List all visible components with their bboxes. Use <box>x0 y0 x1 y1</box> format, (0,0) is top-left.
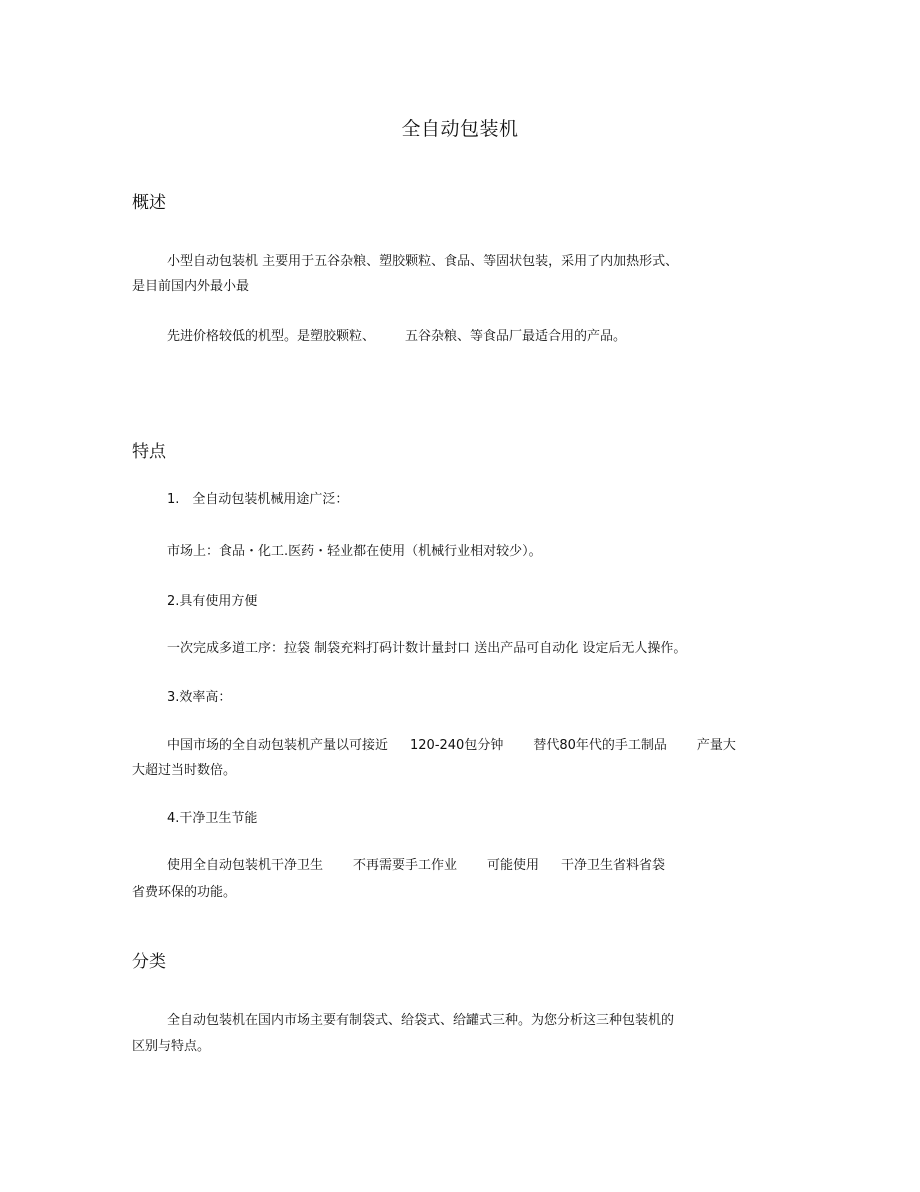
classification-paragraph-line: 区别与特点。 <box>132 1039 211 1054</box>
feature-item-body: 省费环保的功能。 <box>132 885 237 900</box>
feature-item-body <box>167 737 736 755</box>
feature-item-body <box>167 857 665 875</box>
feature-text-segment: 替代80年代的手工制品 <box>533 738 667 753</box>
feature-text-segment: 产量大 <box>696 738 736 753</box>
overview-text-segment: 五谷杂粮、等食品厂最适合用的产品。 <box>405 329 627 344</box>
feature-item-title: 3.效率高： <box>167 690 232 705</box>
feature-text-segment: 不再需要手工作业 <box>353 858 458 873</box>
feature-item-title: 1. 全自动包装机械用途广泛： <box>167 492 349 507</box>
feature-item-title: 4.干净卫生节能 <box>167 811 258 826</box>
overview-paragraph-line: 是目前国内外最小最 <box>132 279 250 294</box>
feature-text-segment: 中国市场的全自动包装机产量以可接近 <box>167 738 389 753</box>
feature-item-body: 大超过当时数倍。 <box>132 763 237 778</box>
overview-text-segment: 先进价格较低的机型。是塑胶颗粒、 <box>167 329 376 344</box>
section-heading-features: 特点 <box>132 442 166 462</box>
feature-text-segment: 可能使用 <box>487 858 540 873</box>
overview-paragraph-line: 小型自动包装机 主要用于五谷杂粮、塑胶颗粒、食品、等固状包装，采用了内加热形式、 <box>167 254 679 269</box>
section-heading-overview: 概述 <box>132 193 166 213</box>
feature-item-body: 一次完成多道工序：拉袋 制袋充料打码计数计量封口 送出产品可自动化 设定后无人操作。 <box>167 641 687 656</box>
feature-text-segment: 干净卫生省料省袋 <box>561 858 666 873</box>
feature-text-segment: 120-240包分钟 <box>410 738 504 753</box>
overview-paragraph-line <box>167 328 626 346</box>
classification-paragraph-line: 全自动包装机在国内市场主要有制袋式、给袋式、给罐式三种。为您分析这三种包装机的 <box>167 1013 675 1028</box>
section-heading-classification: 分类 <box>132 952 166 972</box>
feature-item-title: 2.具有使用方便 <box>167 594 258 609</box>
feature-text-segment: 使用全自动包装机干净卫生 <box>167 858 324 873</box>
feature-item-body: 市场上：食品・化工.医药・轻业都在使用（机械行业相对较少）。 <box>167 544 542 559</box>
document-title: 全自动包装机 <box>401 118 519 140</box>
